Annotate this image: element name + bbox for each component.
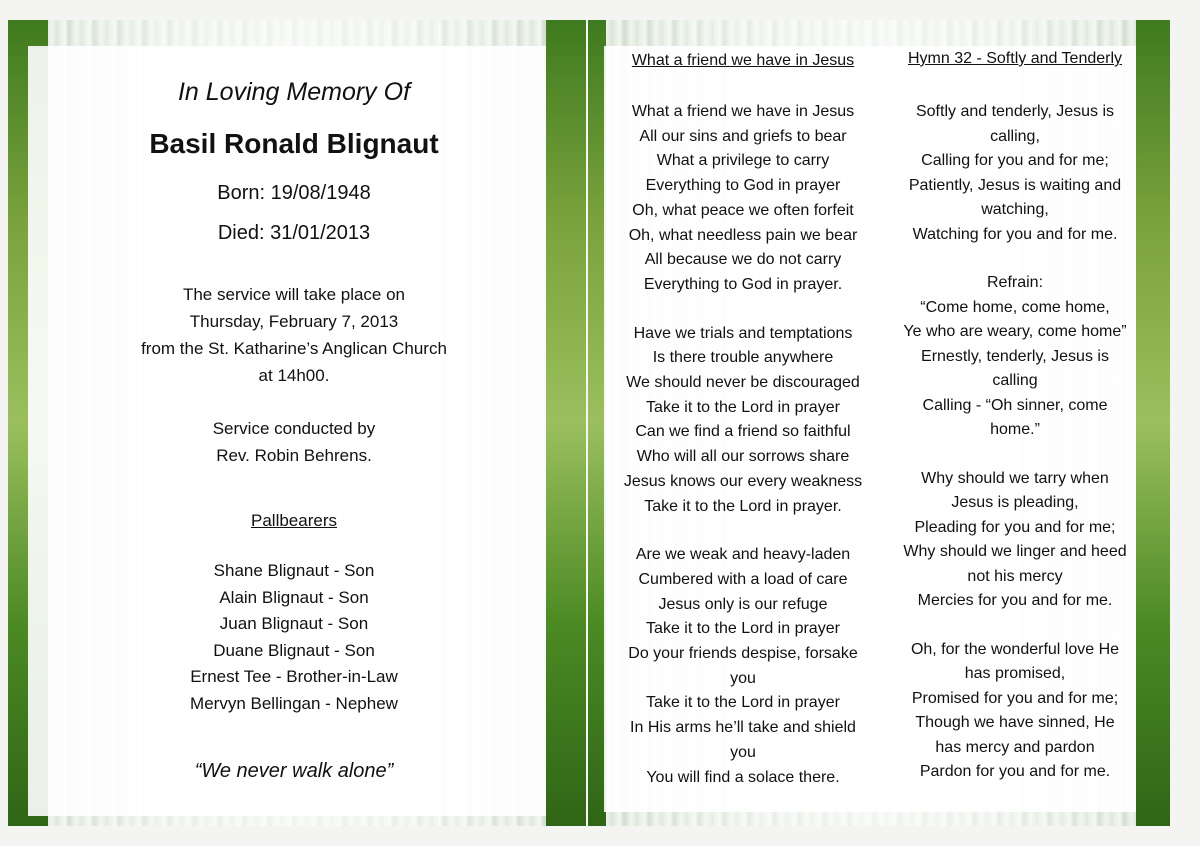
hymn-line: Take it to the Lord in prayer [646, 620, 840, 638]
pallbearer: Juan Blignaut - Son [219, 614, 369, 634]
service-line: Thursday, February 7, 2013 [189, 312, 399, 331]
hymn-line: calling, [990, 127, 1040, 145]
born-date: Born: 19/08/1948 [217, 182, 371, 204]
hymn-stanza [604, 100, 882, 298]
memorial-heading: In Loving Memory Of [177, 78, 411, 106]
hymn-title: Hymn 32 - Softly and Tenderly [907, 50, 1123, 67]
deceased-name: Basil Ronald Blignaut [149, 128, 439, 159]
hymn-stanza [604, 543, 882, 790]
pallbearer: Mervyn Bellingan - Nephew [190, 693, 398, 713]
hymn-line: What a friend we have in Jesus [631, 103, 855, 120]
service-details [28, 281, 560, 389]
hymn-stanza [884, 467, 1146, 614]
pallbearer: Duane Blignaut - Son [213, 640, 375, 660]
hymn-line: Can we find a friend so faithful [635, 423, 851, 441]
hymn-line: home.” [990, 421, 1040, 438]
hymn-line: What a privilege to carry [656, 152, 830, 170]
hymn-line: “Come home, come home, [920, 298, 1110, 316]
hymn-line: watching, [981, 201, 1049, 218]
hymn-line: Calling for you and for me; [921, 152, 1109, 169]
hymn-stanza [884, 638, 1146, 785]
hymn-line: Everything to God in prayer [645, 177, 841, 195]
hymn-stanza [604, 322, 882, 520]
hymn-line: Oh, for the wonderful love He [910, 640, 1120, 658]
pallbearers-heading: Pallbearers [251, 511, 337, 530]
hymn-line: you [730, 743, 756, 761]
service-line: The service will take place on [182, 285, 406, 304]
died-date: Died: 31/01/2013 [217, 222, 371, 244]
hymn-line: you [730, 669, 756, 687]
memorial-motto: “We never walk alone” [194, 760, 394, 782]
hymn-line: Jesus is pleading, [951, 494, 1079, 511]
hymn-line: Why should we linger and heed [903, 543, 1127, 560]
officiant-line: Service conducted by [212, 419, 376, 438]
hymn-line: Have we trials and temptations [633, 324, 853, 342]
pallbearer: Alain Blignaut - Son [219, 587, 369, 607]
hymn-line: not his mercy [967, 567, 1063, 585]
left-page [8, 20, 586, 826]
hymn-line: Ernestly, tenderly, Jesus is [921, 347, 1109, 365]
hymn-line: All because we do not carry [644, 251, 842, 269]
hymn-line: has promised, [964, 665, 1066, 682]
hymn-line: Cumbered with a load of care [638, 570, 848, 588]
officiant-details [28, 415, 560, 469]
right-page [588, 20, 1170, 826]
hymn-line: calling [992, 372, 1038, 389]
officiant-line: Rev. Robin Behrens. [216, 446, 372, 465]
hymn-line: Do your friends despise, forsake [628, 645, 858, 663]
hymn-line: Patiently, Jesus is waiting and [908, 176, 1122, 194]
hymn-line: Everything to God in prayer. [643, 275, 843, 293]
hymn-line: Oh, what needless pain we bear [628, 226, 858, 244]
hymn-line: Refrain: [986, 274, 1044, 291]
hymn-line: Calling - “Oh sinner, come [922, 396, 1108, 414]
pallbearer: Ernest Tee - Brother-in-Law [190, 667, 398, 687]
hymn-line: Take it to the Lord in prayer [646, 398, 840, 416]
hymn-line: Watching for you and for me. [912, 225, 1118, 243]
pallbearer: Shane Blignaut - Son [213, 561, 375, 580]
hymn-line: We should never be discouraged [626, 374, 860, 392]
hymn-line: Though we have sinned, He [915, 714, 1115, 731]
hymn-stanza [884, 271, 1146, 443]
hymn-line: has mercy and pardon [935, 738, 1095, 756]
hymn-line: You will find a solace there. [646, 768, 840, 786]
hymn-what-a-friend [604, 50, 882, 814]
service-line: at 14h00. [258, 366, 330, 385]
hymn-softly-and-tenderly [884, 48, 1146, 809]
hymn-title: What a friend we have in Jesus [631, 52, 855, 69]
memorial-panel [28, 46, 560, 816]
hymn-line: In His arms he’ll take and shield [630, 719, 856, 737]
hymn-line: Who will all our sorrows share [636, 448, 850, 466]
hymn-stanza [884, 100, 1146, 247]
hymn-line: All our sins and griefs to bear [639, 127, 847, 145]
hymn-line: Ye who are weary, come home” [903, 323, 1127, 340]
service-line: from the St. Katharine’s Anglican Church [141, 339, 447, 358]
hymn-line: Jesus knows our every weakness [623, 472, 863, 490]
hymn-line: Take it to the Lord in prayer [646, 694, 840, 712]
hymn-line: Mercies for you and for me. [917, 592, 1113, 609]
hymn-line: Oh, what peace we often forfeit [632, 201, 854, 219]
hymn-line: Why should we tarry when [921, 469, 1109, 487]
hymn-line: Promised for you and for me; [911, 689, 1119, 707]
hymn-line: Pleading for you and for me; [914, 518, 1116, 536]
hymn-line: Is there trouble anywhere [652, 349, 834, 367]
hymn-line: Jesus only is our refuge [658, 595, 828, 613]
pallbearers-list [28, 558, 560, 718]
hymn-line: Softly and tenderly, Jesus is [915, 103, 1115, 120]
hymn-line: Take it to the Lord in prayer. [644, 497, 842, 515]
hymn-line: Pardon for you and for me. [919, 763, 1111, 780]
hymn-line: Are we weak and heavy-laden [635, 546, 851, 564]
